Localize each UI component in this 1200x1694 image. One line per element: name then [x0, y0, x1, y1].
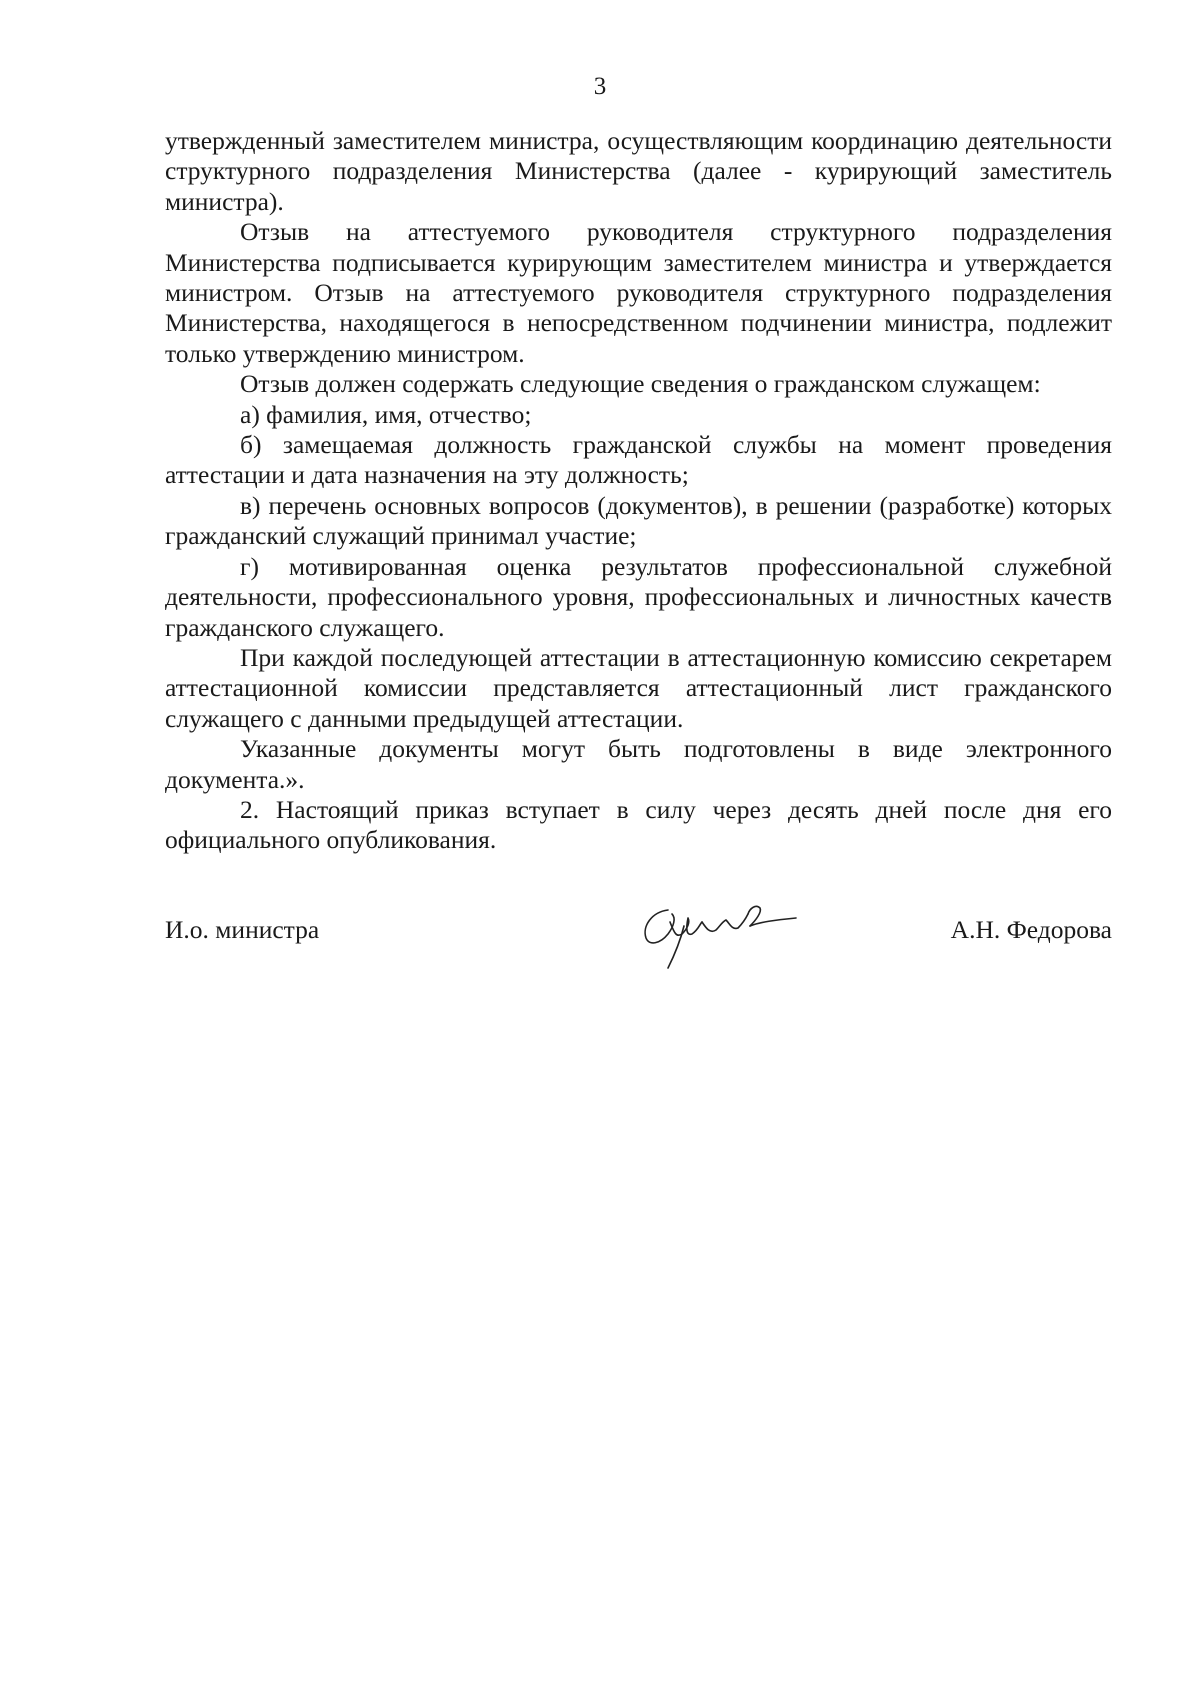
- paragraph-approval-continuation: утвержденный заместителем министра, осуществляющим координацию деятельности структурного подразделения Министерства (далее - курирующий заместитель министра).: [165, 126, 1112, 216]
- paragraph-review-contents: Отзыв должен содержать следующие сведения о гражданском служащем:: [240, 369, 1041, 399]
- paragraph-attestation-sheet: При каждой последующей аттестации в аттестационную комиссию секретарем аттестационной комиссии представляется аттестационный лист гражданского служащего с данными предыдущей аттестации.: [165, 642, 1112, 733]
- paragraph-electronic-document: Указанные документы могут быть подготовлены в виде электронного документа.».: [165, 734, 1112, 794]
- signature-block: [165, 900, 1112, 980]
- list-item-b: б) замещаемая должность гражданской службы на момент проведения аттестации и дата назначения на эту должность;: [165, 430, 1112, 490]
- list-item-c: в) перечень основных вопросов (документов), в решении (разработке) которых гражданский служащий принимал участие;: [165, 490, 1112, 551]
- list-item-a: а) фамилия, имя, отчество;: [240, 399, 532, 429]
- paragraph-effective-date: 2. Настоящий приказ вступает в силу через десять дней после дня его официального опубликования.: [165, 794, 1112, 855]
- page-number: 3: [593, 73, 607, 100]
- list-item-d: г) мотивированная оценка результатов профессиональной служебной деятельности, профессионального уровня, профессиональных и личностных качеств гражданского служащего.: [165, 551, 1112, 642]
- handwritten-signature: [630, 892, 800, 972]
- signatory-name: А.Н. Федорова: [950, 915, 1112, 944]
- signatory-position: И.о. министра: [165, 915, 320, 944]
- document-body: [165, 126, 1112, 856]
- paragraph-review-signing: Отзыв на аттестуемого руководителя структурного подразделения Министерства подписывается курирующим заместителем министра и утверждается министром. Отзыв на аттестуемого руководителя структурного подразделения Министерства, находящегося в непосредственном подчинении министра, подлежит только утверждению министром.: [165, 217, 1112, 368]
